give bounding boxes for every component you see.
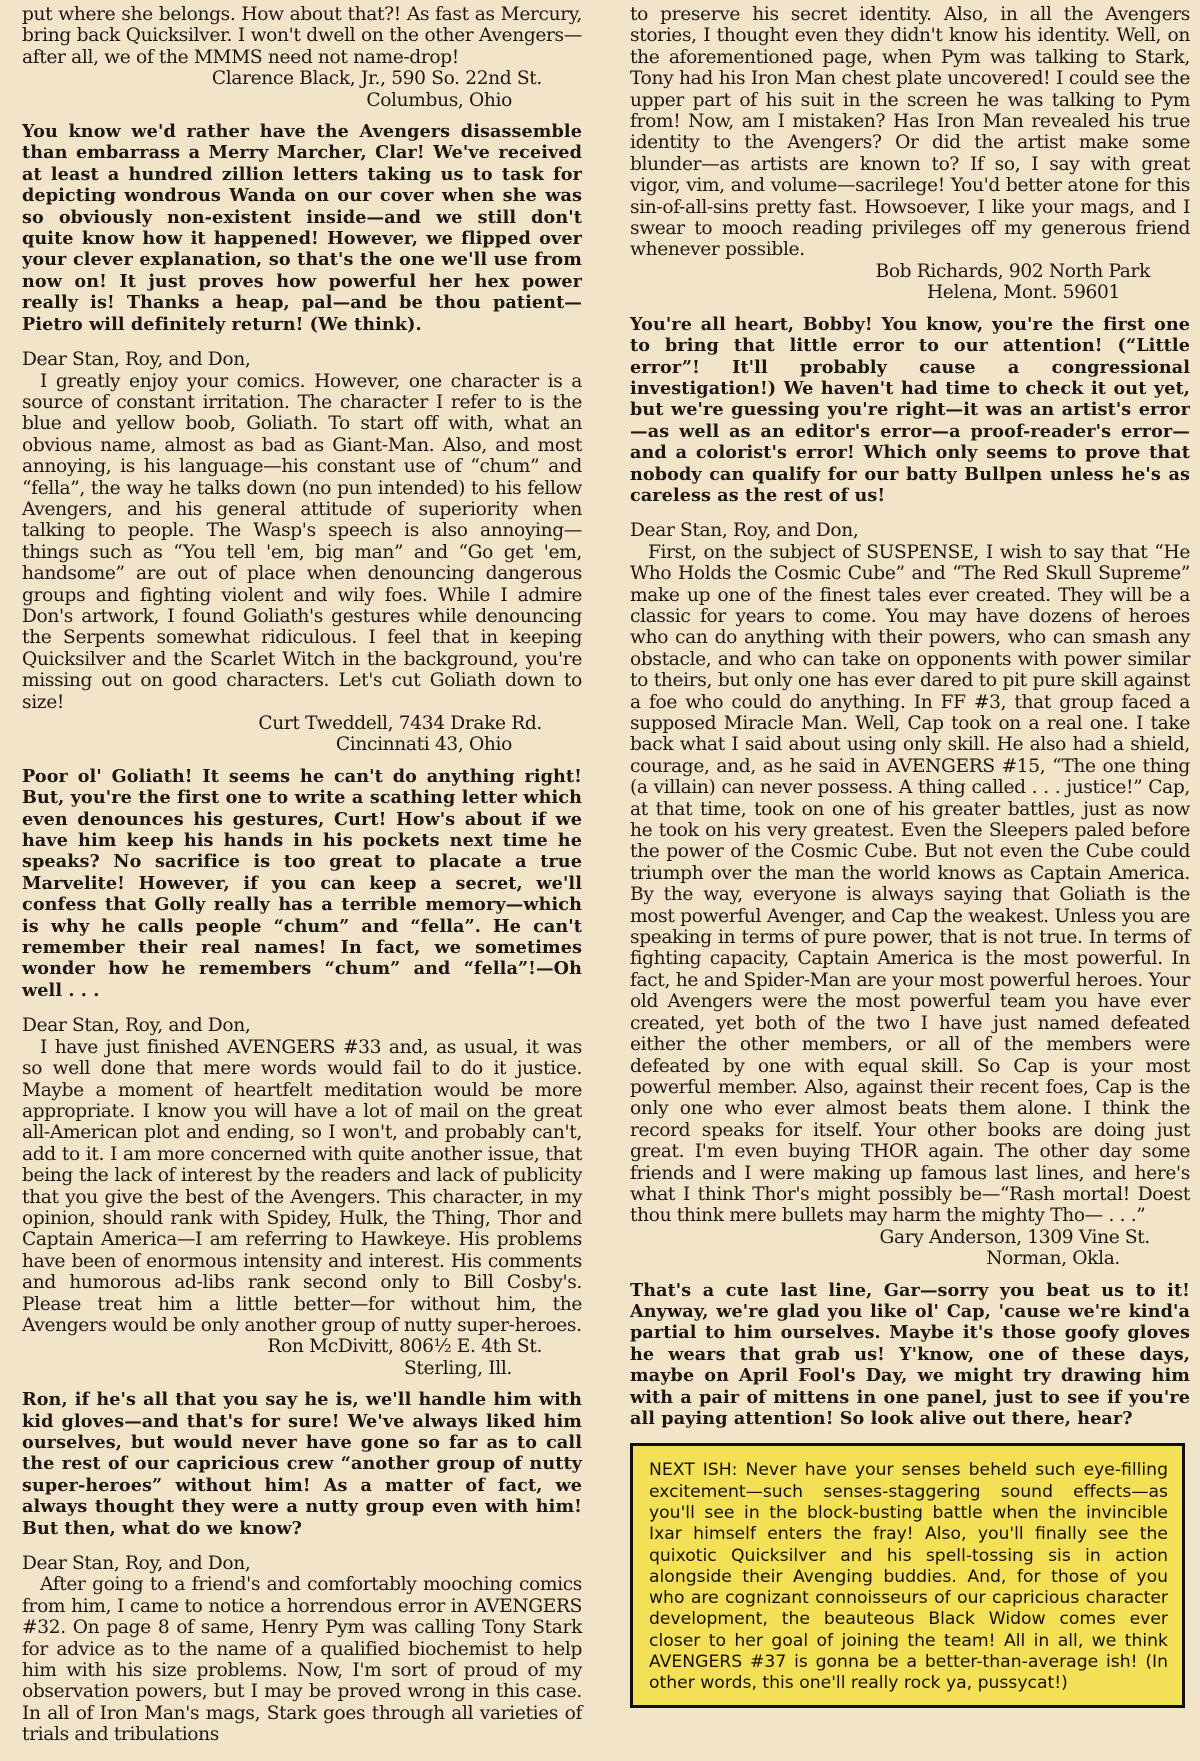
letter-greeting: Dear Stan, Roy, and Don,	[22, 1015, 251, 1037]
editor-reply: You know we'd rather have the Avengers disassemble than embarrass a Merry Marcher, Clar! We've received at least a hundred zillion letters taking us to task for depicting wondrous Wanda on our cover when she was so obviously non-existent inside—and we still don't quite know how it happened! However, we flipped over your clever explanation, so that's the one we'll use from now on! It just proves how powerful her hex power really is! Thanks a heap, pal—and be thou patient—Pietro will definitely return! (We think).	[22, 121, 582, 335]
letter-text: After going to a friend's and comfortably mooching comics from him, I came to notice a horrendous error in AVENGERS #32. On page 8 of same, Henry Pym was calling Tony Stark for advice as to the name of a qualified biochemist to help him with his size problems. Now, I'm sort of proud of my observation powers, but I may be proved wrong in this case. In all of Iron Man's mags, Stark goes through all varieties of trials and tribulations	[22, 1574, 582, 1746]
signature-name: Clarence Black, Jr., 590 So. 22nd St.	[211, 68, 542, 90]
letter-signature	[630, 1227, 1190, 1270]
letter-signature	[22, 68, 582, 111]
letter-body	[22, 371, 582, 714]
signature-place: Columbus, Ohio	[366, 89, 512, 111]
letter-greeting: Dear Stan, Roy, and Don,	[22, 349, 251, 371]
letter-body	[630, 4, 1190, 261]
right-column	[630, 4, 1190, 1708]
signature-name: Curt Tweddell, 7434 Drake Rd.	[258, 713, 542, 734]
letter-body	[22, 1037, 582, 1337]
editor-reply: Ron, if he's all that you say he is, we'll handle him with kid gloves—and that's for sure! We've always liked him ourselves, but would never have gone so far as to call the rest of our capricious crew “another group of nutty super-heroes” without him! As a matter of fact, we always thought they were a nutty group even with him! But then, what do we know?	[22, 1389, 582, 1539]
letter-greeting: Dear Stan, Roy, and Don,	[22, 1553, 251, 1575]
next-issue-text: NEXT ISH: Never have your senses beheld such eye-filling excitement—such senses-staggering sound effects—as you'll see in the block-busting battle when the invincible Ixar himself enters the fray! Also, you'll finally see the quixotic Quicksilver and his spell-tossing sis in action alongside their Avenging buddies. And, for those of you who are cognizant connoisseurs of our capricious character development, the beauteous Black Widow comes ever closer to her goal of joining the team! All in all, we think AVENGERS #37 is gonna be a better-than-average ish! (In other words, this one'll really rock ya, pussycat!)	[649, 1460, 1168, 1694]
letter-signature	[630, 261, 1190, 304]
signature-place: Cincinnati 43, Ohio	[335, 734, 512, 756]
letter-signature	[22, 1336, 582, 1379]
signature-name: Gary Anderson, 1309 Vine St.	[879, 1226, 1150, 1248]
editor-reply: You're all heart, Bobby! You know, you're the first one to bring that little error to our attention! (“Little error”! It'll probably cause a congressional investigation!) We haven't had time to check it out yet, but we're guessing you're right—it was an artist's error—as well as an editor's error—a proof-reader's error—and a colorist's error! Which only seems to prove that nobody can qualify for our batty Bullpen unless he's as careless as the rest of us!	[630, 313, 1190, 506]
letter-text: First, on the subject of SUSPENSE, I wish to say that “He Who Holds the Cosmic Cube” and “The Red Skull Supreme” make up one of the finest tales ever created. They will be a classic for years to come. You may have dozens of heroes who can do anything with their powers, who can smash any obstacle, and who can take on opponents with power similar to theirs, but only one has ever dared to pit pure skill against a foe who could do anything. In FF #3, that group faced a supposed Miracle Man. Well, Cap took on a real one. I take back what I said about using only skill. He also had a shield, courage, and, as he said in AVENGERS #15, “The one thing (a villain) can never possess. A thing called . . . justice!” Cap, at that time, took on one of his greater battles, just as now he took on his very greatest. Even the Sleepers paled before the power of the Cosmic Cube. But not even the Cube could triumph over the man the world knows as Captain America. By the way, everyone is always saying that Goliath is the most powerful Avenger, and Cap the weakest. Unless you are speaking in terms of pure power, that is not true. In terms of fighting capacity, Captain America is the most powerful. In fact, he and Spider-Man are your most powerful heroes. Your old Avengers were the most powerful team you have ever created, yet both of the two I have just named defeated either the other members, or all of the members were defeated by one with equal skill. So Cap is your most powerful member. Also, against their recent foes, Cap is the only one who ever almost beats them alone. I think the record speaks for itself. Your other books are doing just great. I'm even buying THOR again. The other day some friends and I were making up famous last lines, and here's what I think Thor's might possibly be—“Rash mortal! Doest thou think mere bullets may harm the mighty Tho— . . .”	[630, 541, 1190, 1227]
next-issue-box	[630, 1443, 1185, 1707]
editor-reply: That's a cute last line, Gar—sorry you beat us to it! Anyway, we're glad you like ol' Cap, 'cause we're kind'a partial to him ourselves. Maybe it's those goofy gloves he wears that grab us! Y'know, one of these days, maybe on April Fool's Day, we might try drawing him with a pair of mittens in one panel, just to see if you're all paying attention! So look alive out there, hear?	[630, 1279, 1190, 1429]
letter-body	[22, 1574, 582, 1745]
letter-text: to preserve his secret identity. Also, in all the Avengers stories, I thought even they didn't know his identity. Well, on the aforementioned page, when Pym was talking to Stark, Tony had his Iron Man chest plate uncovered! I could see the upper part of his suit in the screen he was talking to Pym from! Now, am I mistaken? Has Iron Man revealed his true identity to the Avengers? Or did the artist make some blunder—as artists are known to? If so, I say with great vigor, vim, and volume—sacrilege! You'd better atone for this sin-of-all-sins pretty fast. Howsoever, I like your mags, and I swear to mooch reading privileges off my generous friend whenever possible.	[630, 4, 1190, 261]
signature-name: Ron McDivitt, 806½ E. 4th St.	[267, 1336, 542, 1358]
left-column	[22, 4, 582, 1746]
signature-name: Bob Richards, 902 North Park	[875, 260, 1150, 282]
editor-reply: Poor ol' Goliath! It seems he can't do anything right! But, you're the first one to write a scathing letter which even denounces his gestures, Curt! How's about if we have him keep his hands in his pockets next time he speaks? No sacrifice is too great to placate a true Marvelite! However, if you can keep a secret, we'll confess that Golly really has a terrible memory—which is why he calls people “chum” and “fella”. He can't remember their real names! In fact, we sometimes wonder how he remembers “chum” and “fella”!—Oh well . . .	[22, 765, 582, 1001]
letter-text: put where she belongs. How about that?! As fast as Mercury, bring back Quicksilver. I won't dwell on the other Avengers—after all, we of the MMMS need not name-drop!	[22, 4, 582, 68]
letter-body	[22, 4, 582, 68]
signature-place: Helena, Mont. 59601	[926, 282, 1120, 304]
signature-place: Norman, Okla.	[986, 1248, 1120, 1270]
letter-text: I greatly enjoy your comics. However, one character is a source of constant irritation. The character I refer to is the blue and yellow boob, Goliath. To start off with, what an obvious name, almost as bad as Giant-Man. Also, and most annoying, is his language—his constant use of “chum” and “fella”, the way he talks down (no pun intended) to his fellow Avengers, and his general attitude of superiority when talking to people. The Wasp's speech is also annoying—things such as “You tell 'em, big man” and “Go get 'em, handsome” are out of place when denouncing dangerous groups and fighting violent and wily foes. While I admire Don's artwork, I found Goliath's gestures while denouncing the Serpents somewhat ridiculous. I feel that in keeping Quicksilver and the Scarlet Witch in the background, you're missing out on good characters. Let's cut Goliath down to size!	[22, 370, 582, 713]
letter-signature	[22, 713, 582, 756]
letter-text: I have just finished AVENGERS #33 and, as usual, it was so well done that mere words would fail to do it justice. Maybe a moment of heartfelt meditation would be more appropriate. I know you will have a lot of mail on the great all-American plot and ending, so I won't, and probably can't, add to it. I am more concerned with quite another issue, that being the lack of interest by the readers and lack of publicity that you give the best of the Avengers. This character, in my opinion, should rank with Spidey, Hulk, the Thing, Thor and Captain America—I am referring to Hawkeye. His problems have been of enormous intensity and interest. His comments and humorous ad-libs rank second only to Bill Cosby's. Please treat him a little better—for without him, the Avengers would be only another group of nutty super-heroes.	[22, 1036, 582, 1336]
signature-place: Sterling, Ill.	[404, 1357, 512, 1379]
letter-greeting: Dear Stan, Roy, and Don,	[630, 520, 859, 542]
letter-body	[630, 542, 1190, 1227]
